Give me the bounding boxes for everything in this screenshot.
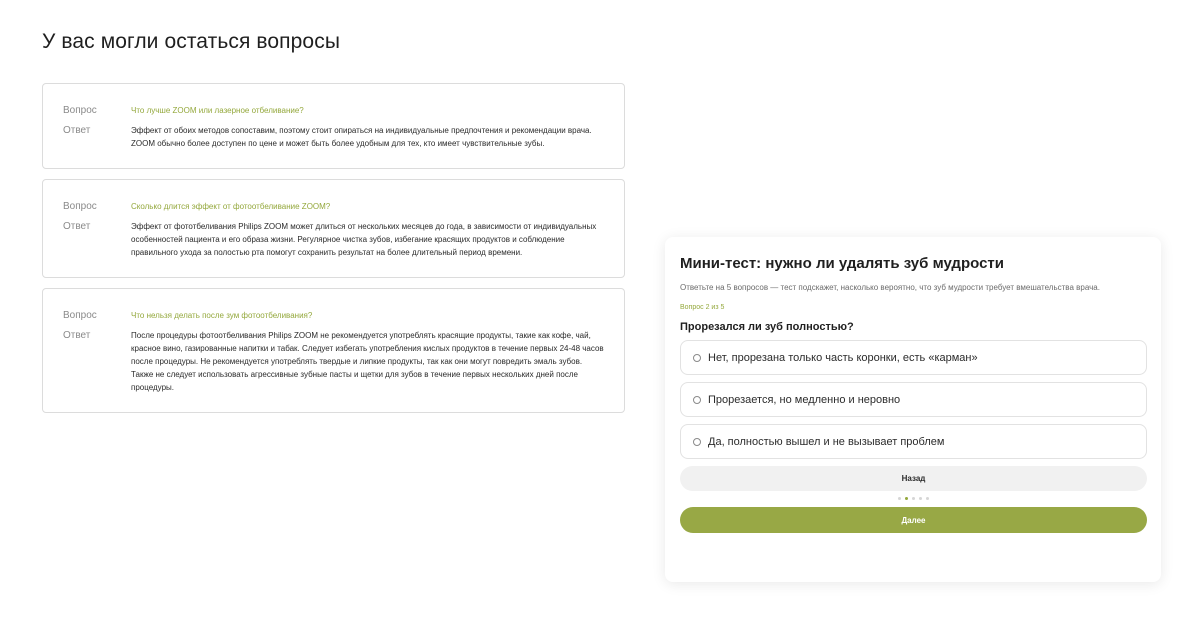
question-label: Вопрос [63,105,97,116]
radio-icon[interactable] [693,354,701,362]
step-dot [919,497,922,500]
faq-answer: Эффект от фототбеливания Philips ZOOM может длиться от нескольких месяцев до года, в зависимости от индивидуальных особенностей пациента и его образа жизни. Регулярное чистка зубов, избегание красящих продуктов и соблюдение правильного ухода за полостью рта помогут сохранить результат на более длительный период времени. [131,222,597,257]
answer-option[interactable] [680,340,1147,375]
faq-card [42,179,625,278]
faq-answer: Эффект от обоих методов сопоставим, поэтому стоит опираться на индивидуальные предпочтения и рекомендации врача. ZOOM обычно более доступен по цене и может быть более удобным для тех, кто имеет чувствительные зубы. [131,126,592,148]
answer-option[interactable] [680,382,1147,417]
step-indicator [680,497,1147,501]
faq-answer: После процедуры фотоотбеливания Philips ZOOM не рекомендуется употреблять красящие продукты, такие как кофе, чай, красное вино, газированные напитки и табак. Следует избегать употребления кислых продуктов в течение первых 24-48 часов после процедуры. Не рекомендуется употреблять твердые и липкие продукты, так как они могут повредить эмаль зубов. Также не следует использовать агрессивные зубные пасты и щетки для зубов в течение первых нескольких дней после процедуры. [131,331,604,392]
faq-list [42,83,625,423]
faq-question: Сколько длится эффект от фотоотбеливание ZOOM? [131,202,331,211]
step-dot [926,497,929,500]
answer-option-label: Да, полностью вышел и не вызывает проблем [708,435,945,448]
page-title: У вас могли остаться вопросы [42,30,341,53]
answer-label: Ответ [63,125,91,136]
answer-label: Ответ [63,330,91,341]
faq-question: Что нельзя делать после зум фотоотбеливания? [131,311,313,320]
step-dot [905,497,908,500]
answer-label: Ответ [63,221,91,232]
answer-options [680,340,1147,459]
faq-card [42,83,625,169]
quiz-subtitle: Ответьте на 5 вопросов — тест подскажет, насколько вероятно, что зуб мудрости требует вмешательства врача. [680,283,1100,292]
quiz-title: Мини-тест: нужно ли удалять зуб мудрости [680,255,1004,272]
step-dot [898,497,901,500]
answer-option[interactable] [680,424,1147,459]
radio-icon[interactable] [693,438,701,446]
question-label: Вопрос [63,201,97,212]
next-button[interactable]: Далее [680,507,1147,533]
back-button[interactable]: Назад [680,466,1147,491]
answer-option-label: Прорезается, но медленно и неровно [708,393,901,406]
answer-option-label: Нет, прорезана только часть коронки, есть «карман» [708,351,978,364]
quiz-question: Прорезался ли зуб полностью? [680,321,854,333]
quiz-progress: Вопрос 2 из 5 [680,304,725,311]
question-label: Вопрос [63,310,97,321]
quiz-card [665,237,1161,582]
faq-card [42,288,625,413]
faq-question: Что лучше ZOOM или лазерное отбеливание? [131,106,304,115]
step-dot [912,497,915,500]
radio-icon[interactable] [693,396,701,404]
